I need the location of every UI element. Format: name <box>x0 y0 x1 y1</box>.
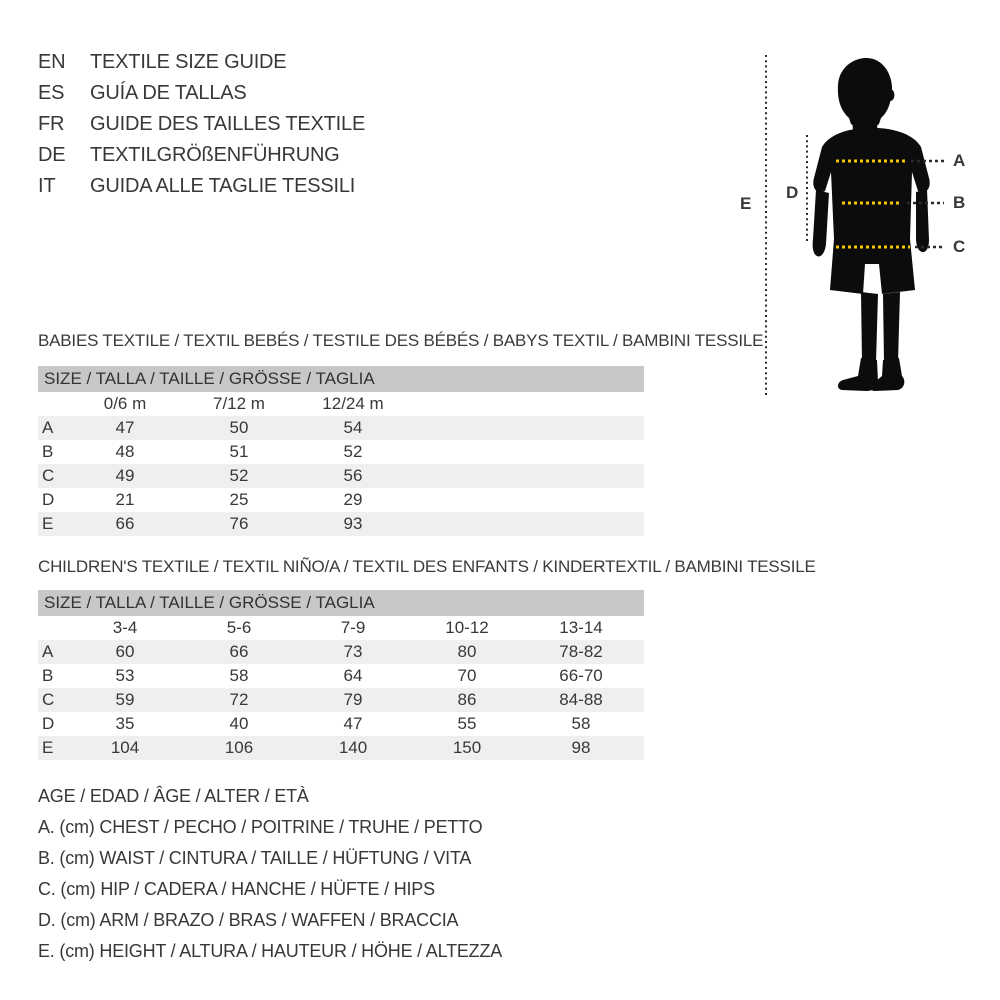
table-cell: 54 <box>343 418 363 437</box>
table-cell: 60 <box>115 642 135 661</box>
table-cell: 29 <box>343 490 363 509</box>
legend-waist: B. (cm) WAIST / CINTURA / TAILLE / HÜFTUNG / VITA <box>38 848 472 868</box>
table-row <box>38 488 644 512</box>
column-header-cell: 5-6 <box>226 618 252 637</box>
table-cell: 140 <box>338 738 368 757</box>
size-header-bar: SIZE / TALLA / TAILLE / GRÖSSE / TAGLIA <box>38 366 644 392</box>
language-title-list <box>38 47 365 202</box>
table-row <box>38 712 644 736</box>
table-cell: 106 <box>224 738 254 757</box>
language-code: ES <box>38 82 65 104</box>
silhouette-right-arm <box>916 189 929 252</box>
marker-label-hip: C <box>953 237 966 256</box>
table-cell: 66 <box>229 642 249 661</box>
table-cell: 73 <box>343 642 363 661</box>
column-header-cell: 7/12 m <box>213 394 265 413</box>
table-row <box>38 440 644 464</box>
language-title: TEXTILGRÖßENFÜHRUNG <box>90 144 340 166</box>
table-row <box>38 512 644 536</box>
table-cell: 79 <box>343 690 363 709</box>
column-header-cell: 13-14 <box>559 618 603 637</box>
measurement-legend <box>38 781 502 967</box>
language-code: IT <box>38 175 56 197</box>
table-cell: 58 <box>571 714 591 733</box>
silhouette-right-leg <box>883 292 900 362</box>
language-row-fr <box>38 109 365 140</box>
language-code: FR <box>38 113 65 135</box>
legend-chest: A. (cm) CHEST / PECHO / POITRINE / TRUHE / PETTO <box>38 817 483 837</box>
size-header-bar: SIZE / TALLA / TAILLE / GRÖSSE / TAGLIA <box>38 590 644 616</box>
marker-label-height: E <box>740 194 752 213</box>
table-cell: 49 <box>115 466 135 485</box>
row-label: D <box>42 714 55 733</box>
table-cell: 84-88 <box>559 690 603 709</box>
table-cell: 64 <box>343 666 363 685</box>
table-cell: 47 <box>343 714 363 733</box>
babies-column-header-row <box>38 392 644 416</box>
table-row <box>38 640 644 664</box>
row-label: C <box>42 466 55 485</box>
table-cell: 40 <box>229 714 249 733</box>
legend-age: AGE / EDAD / ÂGE / ALTER / ETÀ <box>38 786 309 806</box>
language-title: GUIDA ALLE TAGLIE TESSILI <box>90 175 356 197</box>
child-silhouette <box>813 58 930 391</box>
row-label: E <box>42 738 54 757</box>
legend-hip: C. (cm) HIP / CADERA / HANCHE / HÜFTE / HIPS <box>38 879 435 899</box>
row-label: A <box>42 418 54 437</box>
children-table-rows <box>38 640 644 760</box>
table-cell: 104 <box>110 738 140 757</box>
row-label: A <box>42 642 54 661</box>
silhouette-shirt <box>813 128 929 239</box>
language-row-es <box>38 78 365 109</box>
row-label: C <box>42 690 55 709</box>
table-cell: 21 <box>115 490 135 509</box>
column-header-cell: 10-12 <box>445 618 489 637</box>
table-cell: 80 <box>457 642 477 661</box>
children-column-header-row <box>38 616 644 640</box>
table-cell: 86 <box>457 690 477 709</box>
table-row <box>38 736 644 760</box>
table-cell: 55 <box>457 714 477 733</box>
table-cell: 59 <box>115 690 135 709</box>
table-cell: 51 <box>229 442 249 461</box>
table-cell: 66-70 <box>559 666 603 685</box>
column-header-cell: 7-9 <box>340 618 366 637</box>
silhouette-left-leg <box>861 292 878 362</box>
marker-label-chest: A <box>953 151 966 170</box>
table-cell: 25 <box>229 490 249 509</box>
language-title: GUÍA DE TALLAS <box>90 82 247 104</box>
marker-label-arm: D <box>786 183 799 202</box>
column-header-spacer <box>38 616 68 640</box>
table-cell: 66 <box>115 514 135 533</box>
row-label: B <box>42 666 54 685</box>
legend-arm: D. (cm) ARM / BRAZO / BRAS / WAFFEN / BRACCIA <box>38 910 459 930</box>
table-row <box>38 688 644 712</box>
table-cell: 53 <box>115 666 135 685</box>
language-row-de <box>38 140 365 171</box>
table-cell: 72 <box>229 690 249 709</box>
row-label: B <box>42 442 54 461</box>
babies-section-title: BABIES TEXTILE / TEXTIL BEBÉS / TESTILE DES BÉBÉS / BABYS TEXTIL / BAMBINI TESSILE <box>38 331 764 350</box>
table-cell: 56 <box>343 466 363 485</box>
table-cell: 47 <box>115 418 135 437</box>
babies-table-rows <box>38 416 644 536</box>
table-cell: 150 <box>452 738 482 757</box>
table-row <box>38 464 644 488</box>
legend-height: E. (cm) HEIGHT / ALTURA / HAUTEUR / HÖHE / ALTEZZA <box>38 941 503 961</box>
table-cell: 93 <box>343 514 363 533</box>
column-header-cell: 12/24 m <box>322 394 384 413</box>
silhouette-ear <box>886 89 895 101</box>
table-cell: 52 <box>229 466 249 485</box>
table-cell: 50 <box>229 418 249 437</box>
column-header-spacer <box>38 392 68 416</box>
language-row-it <box>38 171 365 202</box>
babies-size-section <box>38 330 764 536</box>
children-section-title: CHILDREN'S TEXTILE / TEXTIL NIÑO/A / TEXTIL DES ENFANTS / KINDERTEXTIL / BAMBINI TESSILE <box>38 557 816 576</box>
language-code: EN <box>38 51 66 73</box>
table-row <box>38 416 644 440</box>
table-cell: 58 <box>229 666 249 685</box>
marker-label-waist: B <box>953 193 966 212</box>
children-size-section <box>38 556 816 760</box>
table-cell: 98 <box>571 738 591 757</box>
silhouette-left-arm <box>813 190 829 256</box>
language-title: GUIDE DES TAILLES TEXTILE <box>90 113 366 135</box>
row-label: D <box>42 490 55 509</box>
language-code: DE <box>38 144 66 166</box>
language-row-en <box>38 47 365 78</box>
table-cell: 35 <box>115 714 135 733</box>
table-cell: 70 <box>457 666 477 685</box>
language-title: TEXTILE SIZE GUIDE <box>90 51 287 73</box>
measurement-figure <box>730 40 980 400</box>
row-label: E <box>42 514 54 533</box>
table-cell: 52 <box>343 442 363 461</box>
table-row <box>38 664 644 688</box>
table-cell: 76 <box>229 514 249 533</box>
column-header-cell: 0/6 m <box>103 394 147 413</box>
table-cell: 48 <box>115 442 135 461</box>
column-header-cell: 3-4 <box>112 618 138 637</box>
table-cell: 78-82 <box>559 642 603 661</box>
